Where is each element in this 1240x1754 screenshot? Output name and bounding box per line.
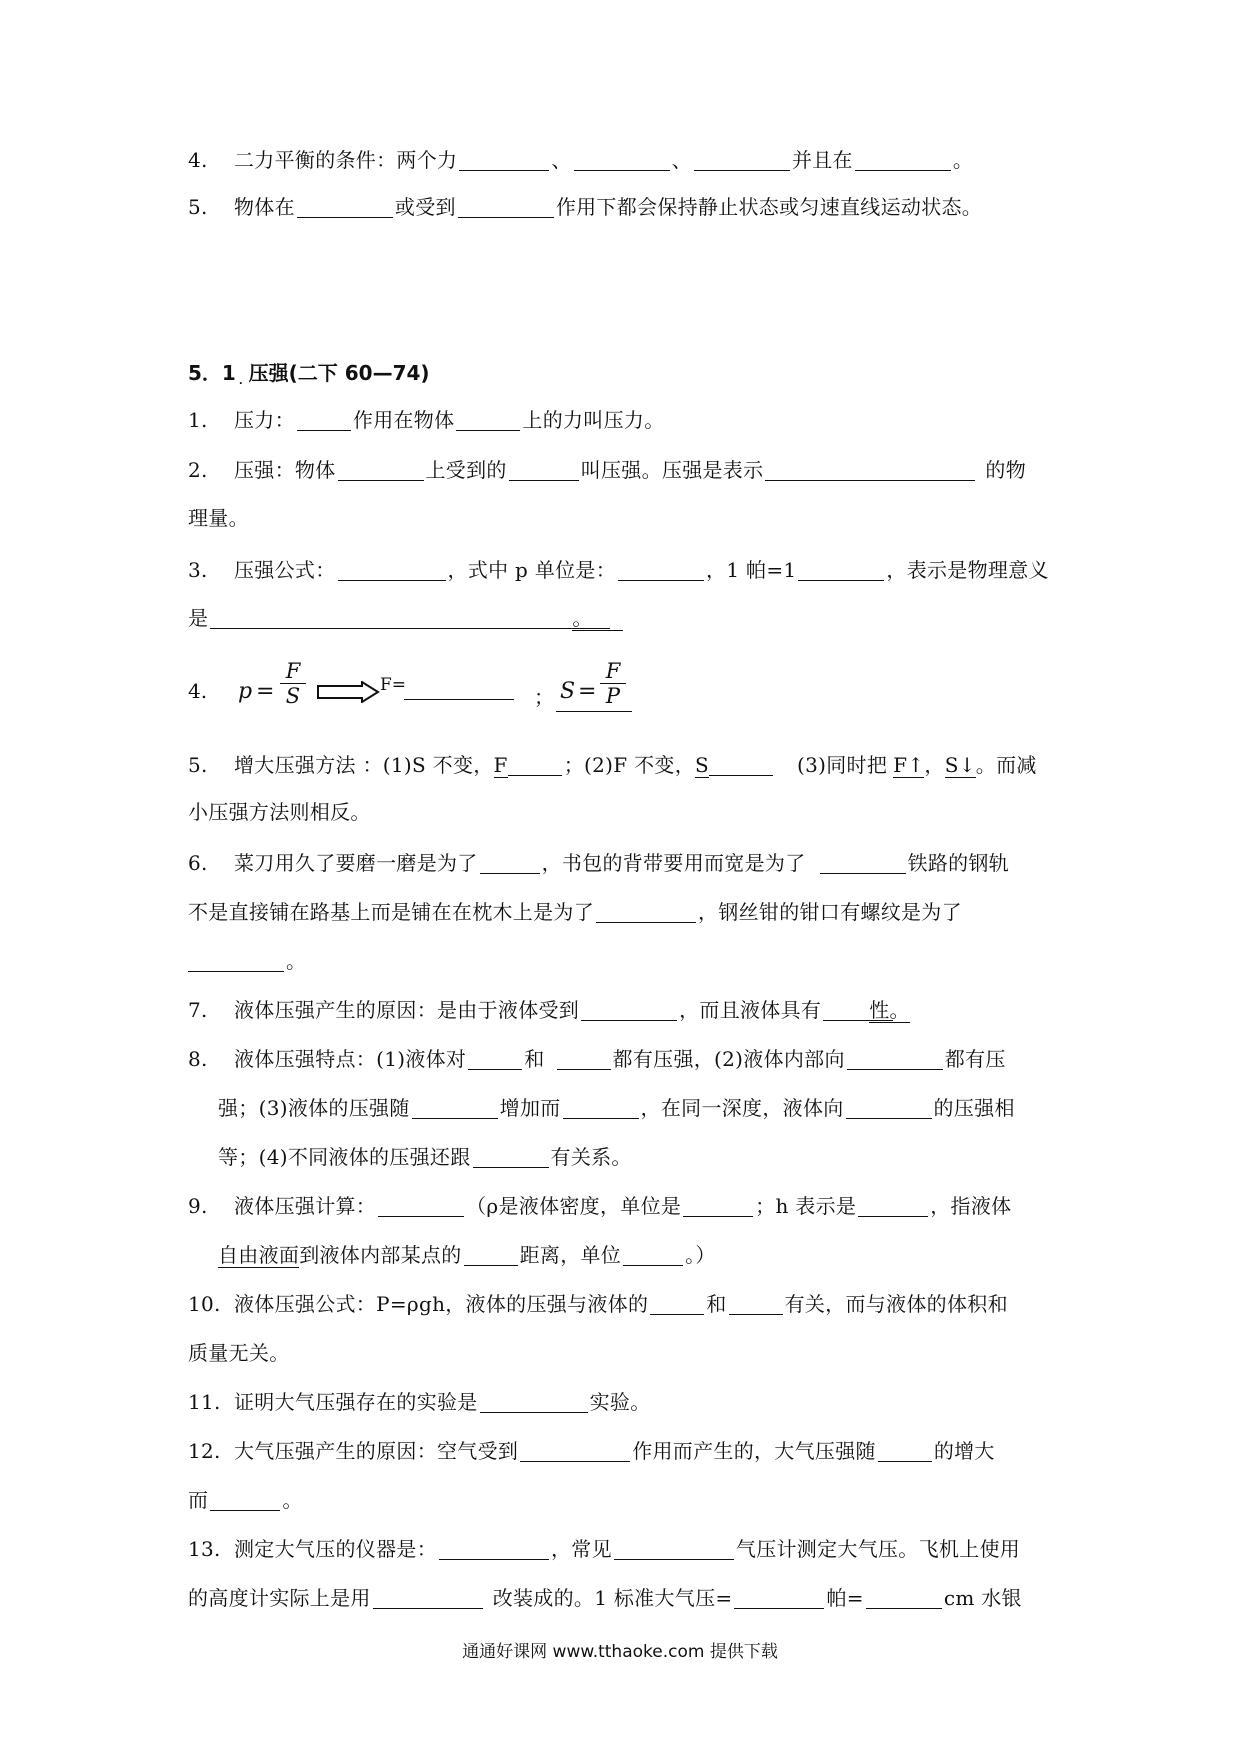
blank[interactable] [373, 1586, 483, 1609]
question-12: 12. 大气压强产生的原因：空气受到 作用而产生的，大气压强随 的增大 [188, 1439, 995, 1463]
question-11: 11. 证明大气压强存在的实验是 实验。 [188, 1390, 651, 1414]
question-4-formula: 4. p = $\frac{F}{S}$ F= ； S = $\frac{F}{P}$ [188, 655, 888, 725]
question-8-cont: 强；(3)液体的压强随 增加而 ，在同一深度，液体向 的压强相 [218, 1096, 1015, 1120]
blank[interactable] [846, 1096, 932, 1119]
question-10: 10. 液体压强公式：P=ρgh，液体的压强与液体的 和 有关，而与液体的体积和 [188, 1292, 1008, 1316]
blank[interactable] [210, 1488, 280, 1511]
question-8: 8. 液体压强特点：(1)液体对 和 都有压强，(2)液体内部向 都有压 [188, 1047, 1006, 1071]
question-13-cont: 的高度计实际上是用 改装成的。1 标准大气压= 帕= cm 水银 [188, 1586, 1022, 1610]
question-1: 1. 压力： 作用在物体 上的力叫压力。 [188, 408, 665, 432]
question-8-cont2: 等；(4)不同液体的压强还跟 有关系。 [218, 1145, 632, 1169]
prev-question-5: 5. 物体在 或受到 作用下都会保持静止状态或匀速直线运动状态。 [188, 195, 983, 219]
blank[interactable] [683, 1194, 753, 1217]
implies-arrow-icon [316, 681, 380, 703]
blank[interactable] [210, 606, 610, 629]
question-9-cont: 自由液面到液体内部某点的 距离，单位 。） [218, 1243, 716, 1267]
question-12-cont: 而 。 [188, 1488, 303, 1512]
blank[interactable] [338, 558, 446, 581]
question-5: 5. 增大压强方法 ：(1)S 不变，F ；(2)F 不变，S (3)同时把 F↑，S↓。而减 [188, 753, 1037, 777]
blank[interactable] [520, 1439, 630, 1462]
blank[interactable] [458, 195, 554, 218]
blank[interactable] [650, 1292, 704, 1315]
question-7: 7. 液体压强产生的原因：是由于液体受到 ，而且液体具有 性。 [188, 998, 910, 1022]
blank[interactable] [473, 1145, 549, 1168]
blank[interactable] [464, 1243, 518, 1266]
question-5-cont: 小压强方法则相反。 [188, 800, 371, 824]
blank[interactable] [596, 900, 696, 923]
blank[interactable] [581, 998, 677, 1021]
blank[interactable] [456, 408, 520, 431]
question-6: 6. 菜刀用久了要磨一磨是为了 ，书包的背带要用而宽是为了 铁路的钢轨 [188, 851, 1010, 875]
question-9: 9. 液体压强计算： （ρ是液体密度，单位是 ；h 表示是 ，指液体 [188, 1194, 1012, 1218]
question-2: 2. 压强：物体 上受到的 叫压强。压强是表示 的物 [188, 458, 1027, 482]
blank[interactable] [412, 1096, 498, 1119]
blank[interactable] [188, 949, 284, 972]
blank[interactable] [297, 195, 393, 218]
blank[interactable] [574, 148, 670, 171]
blank[interactable] [866, 1586, 942, 1609]
section-title: 5．1 $_.$ 压强(二下 60—74) [188, 361, 430, 387]
blank[interactable] [338, 458, 424, 481]
blank[interactable] [468, 1047, 522, 1070]
blank[interactable] [508, 753, 562, 776]
blank[interactable] [820, 851, 906, 874]
question-3: 3. 压强公式： ，式中 p 单位是： ，1 帕=1 ，表示是物理意义 [188, 558, 1049, 582]
fraction-f-over-p: $\frac{F}{P}$ [600, 659, 626, 708]
blank[interactable] [798, 558, 884, 581]
blank[interactable] [734, 1586, 824, 1609]
question-2-cont: 理量。 [188, 506, 249, 530]
blank[interactable] [563, 1096, 639, 1119]
blank[interactable] [694, 148, 790, 171]
blank[interactable] [404, 677, 514, 700]
prev-question-4: 4. 二力平衡的条件：两个力 、 、 并且在 。 [188, 148, 974, 172]
blank[interactable] [729, 1292, 783, 1315]
blank[interactable] [623, 1243, 683, 1266]
blank[interactable] [459, 148, 549, 171]
question-13: 13. 测定大气压的仪器是： ，常见 气压计测定大气压。飞机上使用 [188, 1537, 1021, 1561]
blank[interactable] [878, 1439, 932, 1462]
blank[interactable] [847, 1047, 943, 1070]
question-6-cont: 不是直接铺在路基上而是铺在在枕木上是为了 ，钢丝钳的钳口有螺纹是为了 [188, 900, 962, 924]
question-6-cont2: 。 [188, 946, 1058, 976]
question-3-cont: 是 。 [188, 603, 1058, 633]
page-footer: 通通好课网 www.tthaoke.com 提供下载 [462, 1642, 778, 1662]
blank[interactable] [556, 711, 632, 712]
blank[interactable] [618, 558, 704, 581]
blank[interactable] [480, 1390, 588, 1413]
blank[interactable] [480, 851, 540, 874]
question-10-cont: 质量无关。 [188, 1341, 290, 1365]
blank[interactable] [509, 458, 579, 481]
blank[interactable] [765, 458, 975, 481]
blank[interactable] [855, 148, 951, 171]
blank[interactable] [858, 1194, 928, 1217]
blank[interactable] [297, 408, 351, 431]
blank[interactable] [557, 1047, 611, 1070]
blank[interactable] [439, 1537, 549, 1560]
blank[interactable] [709, 753, 773, 776]
blank[interactable] [614, 1537, 734, 1560]
blank[interactable] [378, 1194, 464, 1217]
fraction-f-over-s: $\frac{F}{S}$ [280, 659, 306, 708]
